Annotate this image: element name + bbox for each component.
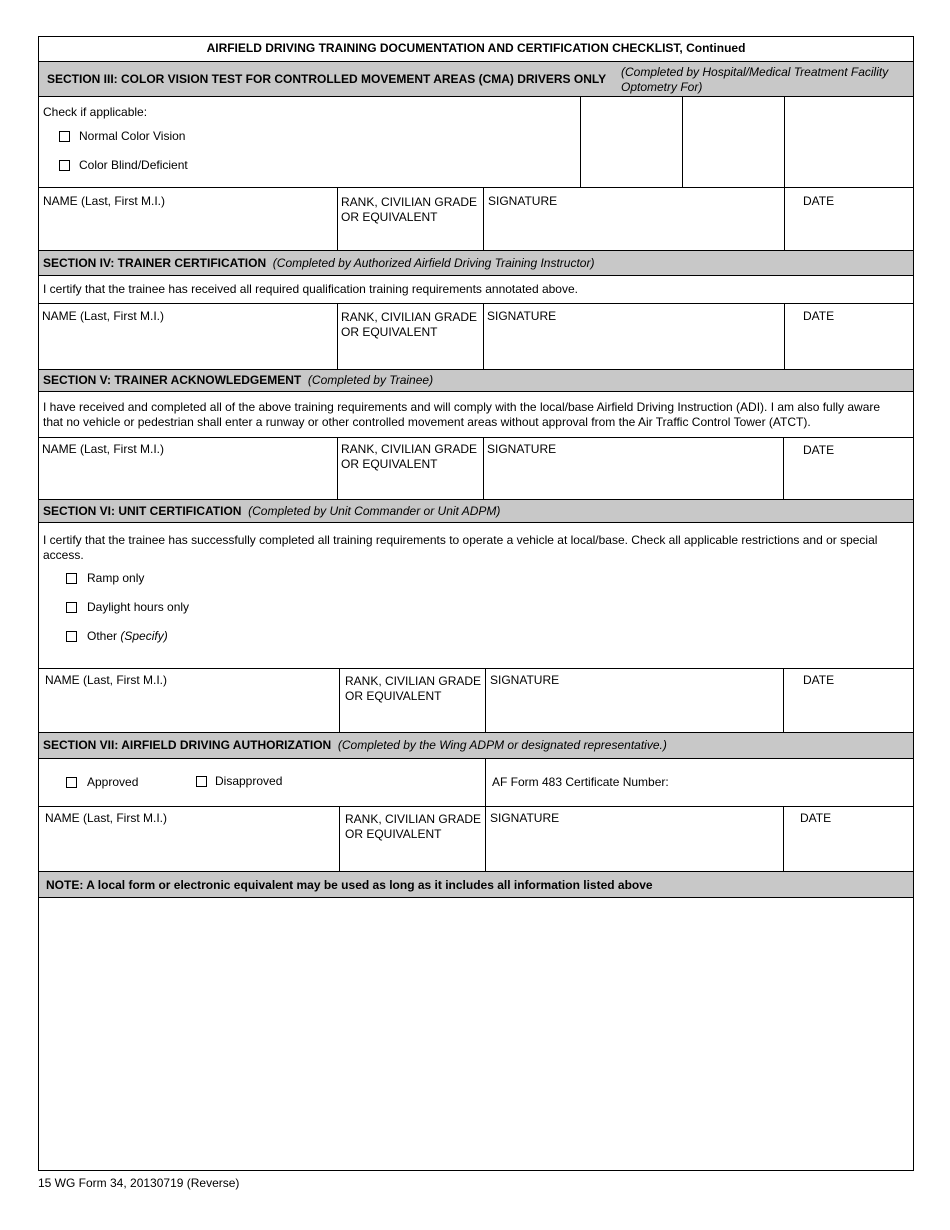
color-blind-checkbox[interactable] — [59, 160, 70, 171]
name-label: NAME (Last, First M.I.) — [42, 442, 165, 456]
section-5-statement — [39, 391, 913, 437]
date-field[interactable] — [784, 304, 915, 369]
section-6-signature-row — [39, 668, 913, 732]
section-7-heading: SECTION VII: AIRFIELD DRIVING AUTHORIZATION — [43, 738, 332, 752]
approved-checkbox[interactable] — [66, 777, 77, 788]
note-text: NOTE: A local form or electronic equivalent may be used as long as it includes all information listed above — [46, 878, 653, 892]
section-6-statement — [39, 522, 913, 668]
rank-label-2: OR EQUIVALENT — [341, 325, 438, 339]
check-if-applicable-label: Check if applicable: — [43, 105, 148, 119]
daylight-hours-checkbox[interactable] — [66, 602, 77, 613]
other-specify-note: (Specify) — [120, 629, 168, 643]
form-footer: 15 WG Form 34, 20130719 (Reverse) — [38, 1176, 240, 1190]
vision-box-2[interactable] — [682, 97, 784, 187]
vision-box-3[interactable] — [784, 97, 915, 187]
disapproved-checkbox[interactable] — [196, 776, 207, 787]
date-label: DATE — [800, 811, 832, 825]
rank-field[interactable] — [339, 807, 485, 871]
signature-label: SIGNATURE — [488, 194, 558, 208]
section-3-checks — [39, 96, 913, 187]
section-4-heading: SECTION IV: TRAINER CERTIFICATION — [43, 256, 267, 270]
blank-area[interactable] — [39, 897, 913, 1170]
section-5-text: I have received and completed all of the above training requirements and will comply with the local/base Airfield Driving Instruction (ADI). I am also fully aware that no vehicle or pedestrian shall enter a runway or other controlled movement areas without approval from the Air Traffic Control Tower (ATCT). — [43, 400, 881, 429]
name-label: NAME (Last, First M.I.) — [45, 673, 168, 687]
section-4-header — [39, 250, 913, 275]
rank-label-2: OR EQUIVALENT — [341, 457, 438, 471]
date-field[interactable] — [783, 807, 915, 871]
other-checkbox[interactable] — [66, 631, 77, 642]
section-6-header — [39, 499, 913, 522]
date-label: DATE — [803, 443, 835, 457]
name-field[interactable] — [39, 304, 337, 369]
section-6-note: (Completed by Unit Commander or Unit ADPM) — [248, 504, 501, 518]
vision-box-1[interactable] — [580, 97, 682, 187]
rank-field[interactable] — [337, 438, 483, 499]
name-label: NAME (Last, First M.I.) — [42, 309, 165, 323]
signature-label: SIGNATURE — [490, 811, 560, 825]
disapproved-label: Disapproved — [215, 774, 283, 788]
certificate-number-field[interactable] — [485, 759, 915, 806]
rank-label-2: OR EQUIVALENT — [345, 827, 442, 841]
section-4-statement — [39, 275, 913, 303]
rank-label-1: RANK, CIVILIAN GRADE — [345, 812, 482, 826]
rank-label-1: RANK, CIVILIAN GRADE — [345, 674, 482, 688]
daylight-hours-label: Daylight hours only — [87, 600, 190, 614]
date-field[interactable] — [784, 188, 915, 250]
name-label: NAME (Last, First M.I.) — [43, 194, 166, 208]
section-5-signature-row — [39, 437, 913, 499]
date-field[interactable] — [783, 438, 915, 499]
section-6-text: I certify that the trainee has successfully completed all training requirements to operate a vehicle at local/base. Check all applicable restrictions and or special access. — [43, 533, 878, 562]
section-5-header — [39, 369, 913, 391]
rank-field[interactable] — [337, 304, 483, 369]
signature-field[interactable] — [483, 438, 783, 499]
section-3-header — [39, 61, 913, 96]
note-row — [39, 871, 913, 897]
section-4-text: I certify that the trainee has received all required qualification training requirements annotated above. — [43, 282, 578, 296]
signature-field[interactable] — [485, 807, 783, 871]
signature-field[interactable] — [483, 304, 784, 369]
signature-label: SIGNATURE — [487, 309, 557, 323]
rank-label-2: OR EQUIVALENT — [345, 689, 442, 703]
signature-field[interactable] — [485, 669, 783, 732]
section-4-signature-row — [39, 303, 913, 369]
other-label-text: Other — [87, 629, 118, 643]
section-7-decision-row — [39, 758, 913, 806]
signature-field[interactable] — [483, 188, 784, 250]
name-field[interactable] — [39, 669, 339, 732]
section-5-heading: SECTION V: TRAINER ACKNOWLEDGEMENT — [43, 373, 302, 387]
section-3-signature-row — [39, 187, 913, 250]
form-title: AIRFIELD DRIVING TRAINING DOCUMENTATION AND CERTIFICATION CHECKLIST, Continued — [206, 41, 746, 55]
name-field[interactable] — [39, 438, 337, 499]
normal-color-vision-label: Normal Color Vision — [79, 129, 186, 143]
rank-label-1: RANK, CIVILIAN GRADE — [341, 310, 478, 324]
signature-label: SIGNATURE — [487, 442, 557, 456]
section-4-note: (Completed by Authorized Airfield Driving Training Instructor) — [272, 256, 595, 270]
name-field[interactable] — [39, 188, 337, 250]
rank-field[interactable] — [337, 188, 483, 250]
normal-color-vision-checkbox[interactable] — [59, 131, 70, 142]
signature-label: SIGNATURE — [490, 673, 560, 687]
form — [38, 36, 914, 1171]
approved-label: Approved — [87, 775, 139, 789]
date-field[interactable] — [783, 669, 915, 732]
section-7-header — [39, 732, 913, 758]
rank-label-1: RANK, CIVILIAN GRADE — [341, 195, 478, 209]
rank-label-2: OR EQUIVALENT — [341, 210, 438, 224]
section-3-heading: SECTION III: COLOR VISION TEST FOR CONTROLLED MOVEMENT AREAS (CMA) DRIVERS ONLY — [47, 72, 607, 86]
certificate-number-label: AF Form 483 Certificate Number: — [492, 775, 669, 789]
date-label: DATE — [803, 309, 835, 323]
ramp-only-label: Ramp only — [87, 571, 145, 585]
name-label: NAME (Last, First M.I.) — [45, 811, 168, 825]
date-label: DATE — [803, 194, 835, 208]
name-field[interactable] — [39, 807, 339, 871]
color-blind-label: Color Blind/Deficient — [79, 158, 188, 172]
section-7-signature-row — [39, 806, 913, 871]
rank-field[interactable] — [339, 669, 485, 732]
section-3-note: (Completed by Hospital/Medical Treatment Facility Optometry For) — [621, 65, 889, 94]
rank-label-1: RANK, CIVILIAN GRADE — [341, 442, 478, 456]
date-label: DATE — [803, 673, 835, 687]
ramp-only-checkbox[interactable] — [66, 573, 77, 584]
section-6-heading: SECTION VI: UNIT CERTIFICATION — [43, 504, 242, 518]
section-7-note: (Completed by the Wing ADPM or designated representative.) — [337, 738, 667, 752]
other-label — [87, 629, 168, 643]
section-5-note: (Completed by Trainee) — [307, 373, 434, 387]
